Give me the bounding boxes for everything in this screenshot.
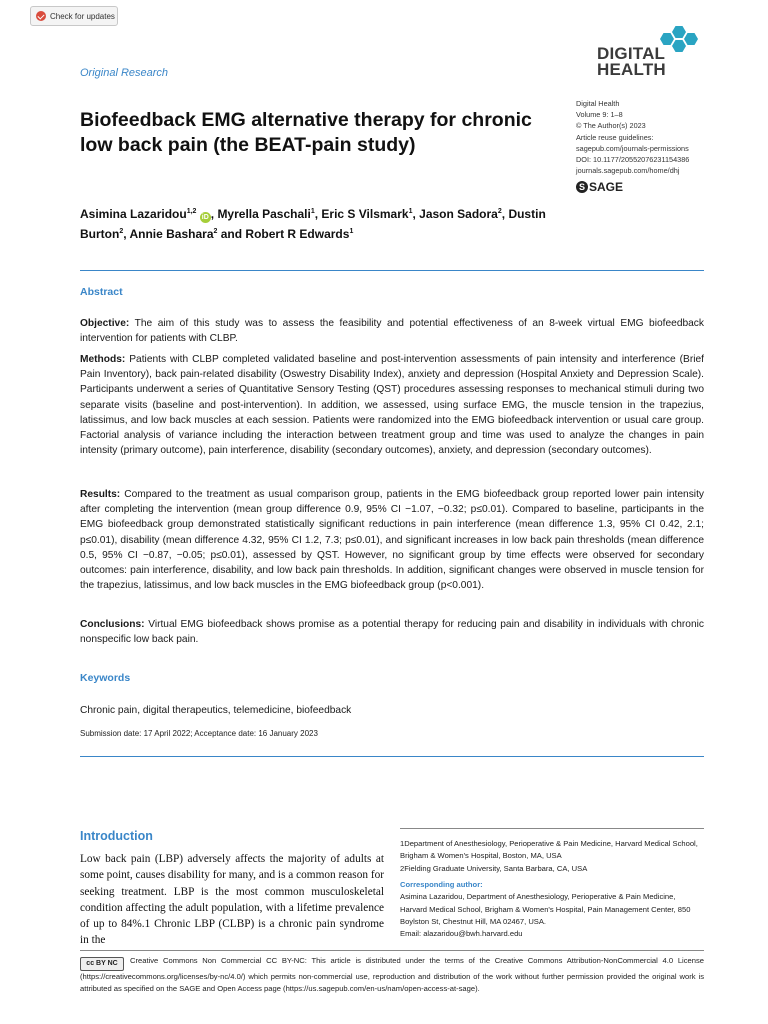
check-for-updates-button[interactable] (30, 6, 118, 26)
submission-dates: Submission date: 17 April 2022; Acceptance date: 16 January 2023 (80, 729, 318, 738)
meta-line: Volume 9: 1–8 (576, 110, 623, 120)
affiliation: 1Department of Anesthesiology, Perioperative & Pain Medicine, Harvard Medical School, Brigham & Women's Hospital, Boston, MA, USA (400, 839, 698, 861)
meta-line: Digital Health (576, 99, 620, 108)
keywords-heading: Keywords (80, 672, 131, 684)
orcid-icon[interactable]: iD (201, 214, 209, 221)
meta-link[interactable]: sagepub.com/journals-permissions (576, 143, 689, 153)
article-title: Biofeedback EMG alternative therapy for chronic low back pain (the BEAT-pain study) (80, 109, 532, 156)
author-list: Asimina Lazaridou$^{1,2}$ iD , Myrella Paschali$^1$, Eric S Vilsmark$^1$, Jason Sadora$^2$, Dustin Burton$^2$, Annie Bashara$^2$ and Robert R Edwards$^1$ (80, 207, 546, 241)
author-email[interactable]: Email: alazaridou@bwh.harvard.edu (400, 929, 523, 939)
introduction-heading: Introduction (80, 829, 153, 843)
meta-line: Article reuse guidelines: (576, 132, 654, 142)
journal-link[interactable]: journals.sagepub.com/home/dhj (576, 166, 680, 176)
journal-name: DIGITAL HEALTH (597, 44, 666, 79)
license-text: cc BY NC Creative Commons Non Commercial CC BY-NC: This article is distributed under the terms of the Creative Commons Attribution-NonCommercial 4.0 License (https://creativecommons.org/licenses/by-nc/4.0/) which permits non-commercial use, reproduction and distribution of the work without further permission provided the original work is attributed as specified on the SAGE and Open Access page (https://us.sagepub.com/en-us/nam/open-access-at-sage). (80, 956, 704, 994)
cc-license-badge[interactable]: cc BY NC (80, 957, 124, 971)
abstract-objective: Objective: The aim of this study was to assess the feasibility and potential effectiveness of an 8-week virtual EMG biofeedback intervention for patients with CLBP. (80, 318, 704, 345)
author[interactable]: Eric S Vilsmark$^1$ (321, 207, 413, 221)
journal-metadata (576, 98, 689, 176)
divider (80, 270, 704, 271)
check-updates-label: Check for updates (50, 11, 115, 21)
divider (80, 950, 704, 951)
abstract-heading: Abstract (80, 286, 123, 298)
check-updates-icon (36, 11, 46, 21)
meta-line: © The Author(s) 2023 (576, 121, 646, 131)
sage-logo: S SAGE (576, 180, 623, 194)
introduction-text: Low back pain (LBP) adversely affects the majority of adults at some point, causes disability for many, and is a common reason for seeking treatment. LBP is the most common musculoskeletal condition affecting the adult population, with a lifetime prevalence of up to 84%.1 Chronic LBP (CLBP) is a chronic pain syndrome in the (80, 853, 384, 947)
author[interactable]: Robert R Edwards$^1$ (245, 227, 354, 241)
abstract-results: Results: Compared to the treatment as usual comparison group, patients in the EMG biofeedback group reported lower pain intensity after completing the intervention (mean group difference 0.9, 95% CI −1.07, −0.32; p≤0.01). Compared to baseline, participants in the EMG biofeedback group demonstrated statistically significant reductions in pain interference (mean difference 1.3, 95% CI 0.42, 2.1; p≤0.01), disability (mean difference 4.32, 95% CI 1.2, 7.3; p≤0.01), and significant increases in low back pain thresholds (mean difference 0.5, 95% CI −0.87, −0.05; p≤0.01), assessed by QST. However, no significant group by time effects were observed for secondary outcomes: pain interference, disability, and low back pain thresholds. In addition, significant changes were observed in muscle tension for the trapezius, latissimus, and low back muscles in the EMG biofeedback group (p<0.001). (80, 489, 704, 592)
author[interactable]: Dustin Burton$^2$ (80, 207, 546, 241)
author[interactable]: Jason Sadora$^2$ (419, 207, 502, 221)
doi-link[interactable]: DOI: 10.1177/20552076231154386 (576, 155, 690, 165)
author[interactable]: Myrella Paschali$^1$ (217, 207, 315, 221)
divider (400, 828, 704, 829)
abstract-conclusions: Conclusions: Virtual EMG biofeedback shows promise as a potential therapy for reducing pain and disability in individuals with chronic nonspecific low back pain. (80, 619, 704, 646)
affiliation: 2Fielding Graduate University, Santa Barbara, CA, USA (400, 864, 588, 873)
abstract-methods: Methods: Patients with CLBP completed validated baseline and post-intervention assessments of pain intensity and interference (Brief Pain Inventory), back pain-related disability (Oswestry Disability Index), anxiety and depression (Hospital Anxiety and Depression Scale). Participants underwent a series of Quantitative Sensory Testing (QST) procedures assessing responses to mechanical stimuli during two separate visits (baseline and post-intervention). In addition, we assessed, using surface EMG, the muscle tension in the trapezius, latissimus, and low back muscles at each session. Patients were randomized into the EMG biofeedback intervention or usual care group. Factorial analysis of variance including the interaction between treatment group and time was used to analyze the changes in pain intensity (primary outcome), pain interference, disability (secondary outcomes), anxiety, and depression (secondary outcomes). (80, 354, 704, 457)
author[interactable]: Asimina Lazaridou$^{1,2}$ (80, 207, 197, 221)
article-category: Original Research (80, 67, 169, 79)
sage-icon: S (576, 181, 588, 193)
corresponding-author: Corresponding author: Asimina Lazaridou, Department of Anesthesiology, Perioperative & Pain Medicine, Harvard Medical School, Brigham & Women's Hospital, Pain Management Center, 850 Boylston St, Chestnut Hill, MA 02467, USA. Email: alazaridou@bwh.harvard.edu (400, 879, 704, 940)
author[interactable]: Annie Bashara$^2$ (129, 227, 218, 241)
keywords-text: Chronic pain, digital therapeutics, telemedicine, biofeedback (80, 705, 352, 716)
divider (80, 756, 704, 757)
